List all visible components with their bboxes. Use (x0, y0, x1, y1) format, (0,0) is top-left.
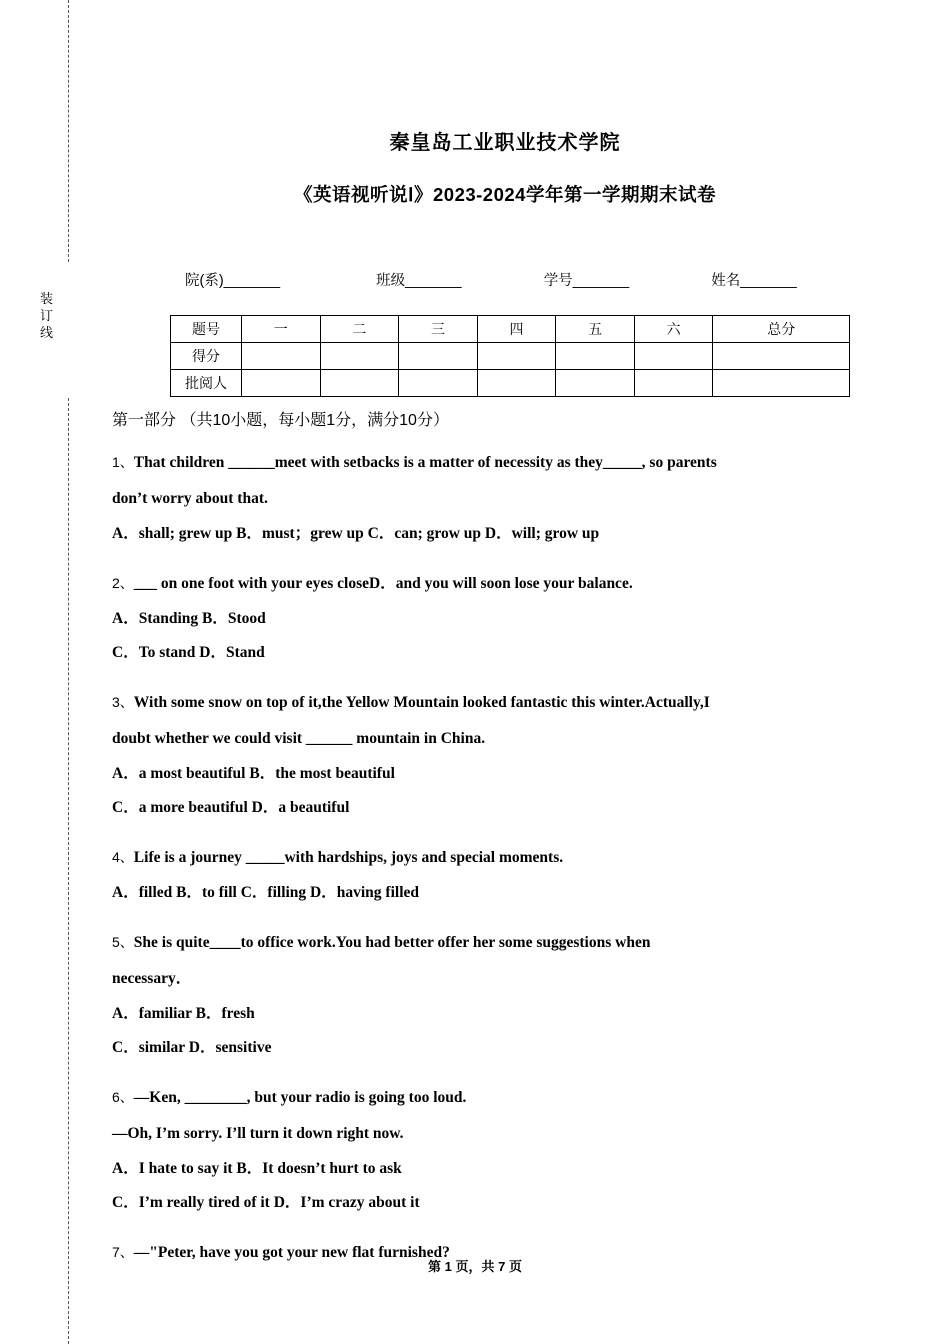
question-stem (112, 444, 900, 481)
question-stem (112, 924, 900, 961)
question-text: ___ on one foot with your eyes closeD．and you will soon lose your balance. (133, 575, 633, 592)
question-options[interactable]: A．I hate to say it B．It doesn’t hurt to ask (112, 1160, 402, 1177)
question-stem (112, 839, 900, 876)
exam-title: 《英语视听说Ⅰ》2023-2024学年第一学期期末试卷 (294, 184, 716, 205)
binding-line-label: 装订线 (39, 291, 54, 340)
question-text: With some snow on top of it,the Yellow Mountain looked fantastic this winter.Actually,I (133, 694, 710, 711)
student-name-field[interactable]: 姓名_______ (711, 273, 797, 289)
question-text: —"Peter, have you got your new flat furnished? (133, 1244, 450, 1261)
question-number: 1、 (112, 454, 134, 470)
table-cell[interactable] (477, 343, 556, 370)
table-cell[interactable] (399, 370, 478, 397)
table-cell[interactable] (634, 370, 713, 397)
table-cell[interactable] (634, 343, 713, 370)
question-text: —Ken, ________, but your radio is going too loud. (133, 1089, 467, 1106)
table-cell: 一 (242, 316, 321, 343)
table-cell[interactable] (713, 343, 850, 370)
table-cell[interactable] (556, 343, 635, 370)
table-cell[interactable] (320, 370, 399, 397)
table-cell: 二 (320, 316, 399, 343)
question-number: 5、 (112, 934, 134, 950)
question-stem-cont: necessary． (112, 970, 192, 987)
question-stem-cont: don’t worry about that. (112, 490, 268, 507)
question-options[interactable]: A．filled B．to fill C．filling D．having filled (112, 884, 420, 901)
question-options[interactable]: C．a more beautiful D．a beautiful (112, 799, 350, 816)
table-cell: 六 (634, 316, 713, 343)
question-options[interactable]: C．To stand D．Stand (112, 644, 265, 661)
table-row (171, 316, 850, 343)
question-number: 2、 (112, 575, 134, 591)
question-number: 3、 (112, 694, 134, 710)
table-row (171, 343, 850, 370)
question-text: That children ______meet with setbacks is a matter of necessity as they_____, so parents (133, 454, 717, 471)
table-cell[interactable] (242, 370, 321, 397)
binding-dashed-line-top (68, 0, 69, 262)
table-cell[interactable] (242, 343, 321, 370)
binding-dashed-line-bottom (68, 398, 69, 1344)
question-stem (112, 684, 900, 721)
question-options[interactable]: A．familiar B．fresh (112, 1005, 255, 1022)
row-header: 批阅人 (171, 370, 242, 397)
question-number: 4、 (112, 849, 134, 865)
document-content (110, 0, 900, 1271)
student-id-field[interactable]: 学号_______ (543, 273, 630, 289)
table-cell: 总分 (713, 316, 850, 343)
score-table (170, 315, 850, 397)
page-footer: 第 1 页，共 7 页 (428, 1259, 522, 1274)
question-options[interactable]: A．Standing B．Stood (112, 610, 266, 627)
question-number: 7、 (112, 1244, 134, 1260)
section-heading: 第一部分 （共10小题，每小题1分，满分10分） (112, 412, 449, 429)
question-stem (112, 565, 900, 602)
department-field[interactable]: 院(系)_______ (185, 273, 281, 289)
table-cell[interactable] (556, 370, 635, 397)
row-header: 题号 (171, 316, 242, 343)
student-info-line (110, 269, 900, 290)
question-options[interactable]: A．a most beautiful B．the most beautiful (112, 765, 395, 782)
question-options[interactable]: C．I’m really tired of it D．I’m crazy about it (112, 1194, 420, 1211)
class-field[interactable]: 班级_______ (376, 273, 462, 289)
row-header: 得分 (171, 343, 242, 370)
table-cell[interactable] (399, 343, 478, 370)
question-text: Life is a journey _____with hardships, joys and special moments. (133, 849, 564, 866)
question-text: She is quite____to office work.You had better offer her some suggestions when (133, 934, 651, 951)
table-row (171, 370, 850, 397)
question-stem-cont: —Oh, I’m sorry. I’ll turn it down right now. (112, 1125, 404, 1142)
table-cell[interactable] (320, 343, 399, 370)
table-cell: 五 (556, 316, 635, 343)
question-stem (112, 1079, 900, 1116)
question-number: 6、 (112, 1089, 134, 1105)
table-cell: 四 (477, 316, 556, 343)
table-cell[interactable] (477, 370, 556, 397)
table-cell[interactable] (713, 370, 850, 397)
school-title: 秦皇岛工业职业技术学院 (389, 132, 621, 154)
question-options[interactable]: A．shall; grew up B．must；grew up C．can; grow up D．will; grow up (112, 525, 600, 542)
question-options[interactable]: C．similar D．sensitive (112, 1039, 272, 1056)
table-cell: 三 (399, 316, 478, 343)
question-stem-cont: doubt whether we could visit ______ mountain in China. (112, 730, 486, 747)
